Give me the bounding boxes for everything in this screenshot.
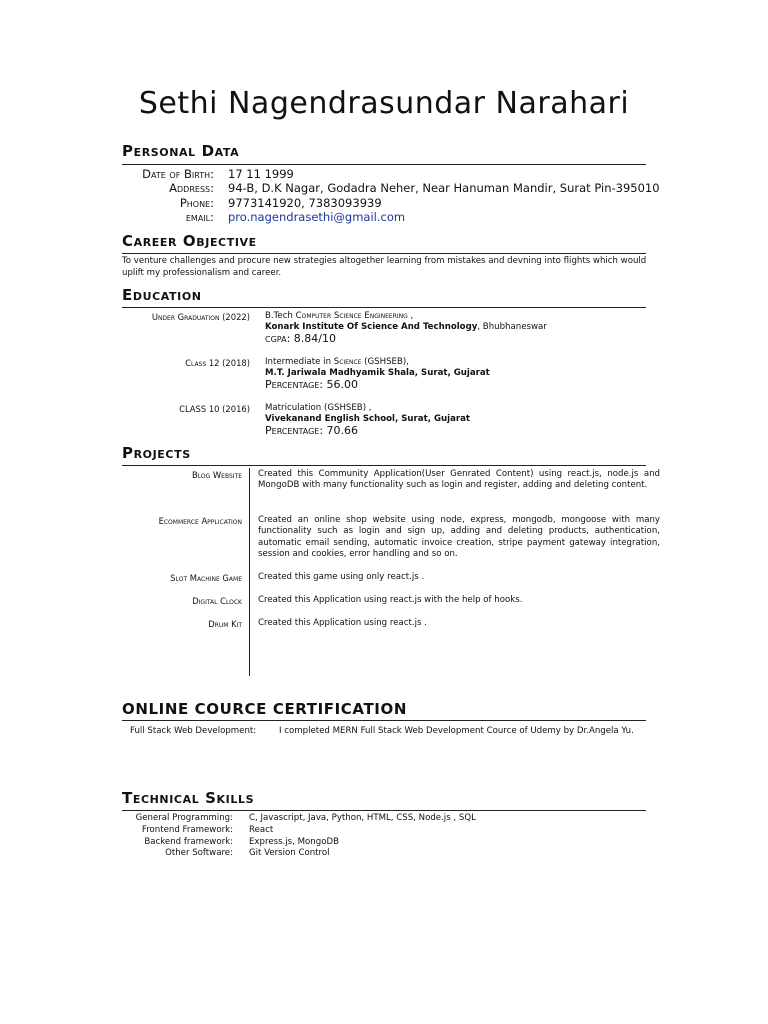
edu-label-class10: CLASS 10 (2016) xyxy=(179,404,250,414)
career-objective-heading: Career Objective xyxy=(122,232,257,250)
skill-label: Backend framework: xyxy=(144,837,233,847)
edu-entry-class10 xyxy=(265,403,665,436)
project-label-slot: Slot Machine Game xyxy=(170,573,242,583)
project-desc-drumkit: Created this Application using react.js . xyxy=(258,618,427,628)
email-label: email: xyxy=(185,210,214,224)
edu-degree: B.Tech xyxy=(265,311,296,321)
skill-label: Other Software: xyxy=(165,848,233,858)
candidate-name: Sethi Nagendrasundar Narahari xyxy=(138,86,630,121)
education-heading: Education xyxy=(122,286,202,304)
edu-degree-tail: , xyxy=(407,311,414,321)
email-link[interactable]: pro.nagendrasethi@gmail.com xyxy=(228,210,406,224)
email-row xyxy=(122,210,682,225)
edu-entry-ug xyxy=(265,311,665,344)
technical-skills-rule xyxy=(122,810,646,811)
edu-score: Percentage: 56.00 xyxy=(265,378,359,391)
dob-value: 17 11 1999 xyxy=(228,167,294,181)
address-label: Address: xyxy=(169,181,214,195)
certification-rule xyxy=(122,720,646,721)
edu-degree-subject: Computer Science Engineering xyxy=(295,311,408,321)
skill-row-software xyxy=(122,848,622,860)
certification-heading: ONLINE COURCE CERTIFICATION xyxy=(122,700,407,718)
edu-institute: Vivekanand English School, Surat, Gujarat xyxy=(265,414,471,424)
address-row xyxy=(122,181,682,196)
edu-degree: Intermediate in xyxy=(265,357,334,367)
skill-label: Frontend Framework: xyxy=(141,825,233,835)
project-label-blog: Blog Website xyxy=(191,470,242,480)
certification-value: I completed MERN Full Stack Web Development Cource of Udemy by Dr.Angela Yu. xyxy=(279,726,634,736)
skill-label: General Programming: xyxy=(135,813,233,823)
skill-value: React xyxy=(249,825,274,835)
education-rule xyxy=(122,307,646,308)
career-objective-rule xyxy=(122,253,646,254)
edu-institute: M.T. Jariwala Madhyamik Shala, Surat, Gujarat xyxy=(265,368,490,378)
edu-location: , Bhubhaneswar xyxy=(477,322,547,332)
project-desc-blog: Created this Community Application(User Genrated Content) using react.js, node.js and MongoDB with many functionality such as login and register, adding and deleting content. xyxy=(258,469,660,491)
skill-row-programming xyxy=(122,813,622,825)
skill-value: C, Javascript, Java, Python, HTML, CSS, Node.js , SQL xyxy=(249,813,476,823)
project-label-ecommerce: Ecommerce Application xyxy=(158,516,242,526)
edu-degree-subject: Science xyxy=(333,357,362,367)
certification-label: Full Stack Web Development: xyxy=(130,726,257,736)
projects-heading: Projects xyxy=(122,444,191,462)
project-desc-slot: Created this game using only react.js . xyxy=(258,572,425,582)
edu-score: cgpa: 8.84/10 xyxy=(265,332,336,345)
personal-data-rule xyxy=(122,164,646,165)
phone-value: 9773141920, 7383093939 xyxy=(228,196,382,210)
technical-skills-heading: Technical Skills xyxy=(122,789,255,807)
skill-value: Express.js, MongoDB xyxy=(249,837,339,847)
personal-data-heading: Personal Data xyxy=(122,142,240,160)
project-label-clock: Digital Clock xyxy=(192,596,242,606)
phone-label: Phone: xyxy=(179,196,214,210)
edu-label-class12: Class 12 (2018) xyxy=(185,358,250,368)
project-desc-ecommerce: Created an online shop website using node, express, mongodb, mongoose with many functionality such as login and sign up, adding and deleting products, authentication, automatic email sending, automatic invoice creation, stripe payment gateway integration, session and cookies, error handling and so on. xyxy=(258,515,660,559)
project-label-drumkit: Drum Kit xyxy=(208,619,242,629)
edu-institute: Konark Institute Of Science And Technology xyxy=(265,322,478,332)
dob-label: Date of Birth: xyxy=(142,167,214,181)
skill-value: Git Version Control xyxy=(249,848,330,858)
edu-entry-class12 xyxy=(265,357,665,390)
projects-rule xyxy=(122,465,646,466)
project-desc-clock: Created this Application using react.js with the help of hooks. xyxy=(258,595,523,605)
edu-label-ug: Under Graduation (2022) xyxy=(151,312,250,322)
projects-divider xyxy=(249,468,250,676)
dob-row xyxy=(122,167,682,182)
skill-row-frontend xyxy=(122,825,622,837)
edu-degree-tail: (GSHSEB), xyxy=(361,357,409,367)
edu-degree: Matriculation (GSHSEB) , xyxy=(265,403,372,413)
career-objective-text: To venture challenges and procure new strategies altogether learning from mistakes and devning into flights which would uplift my professionalism and career. xyxy=(122,256,647,278)
phone-row xyxy=(122,196,682,211)
address-value: 94-B, D.K Nagar, Godadra Neher, Near Hanuman Mandir, Surat Pin-395010 xyxy=(228,181,660,195)
edu-score: Percentage: 70.66 xyxy=(265,424,359,437)
